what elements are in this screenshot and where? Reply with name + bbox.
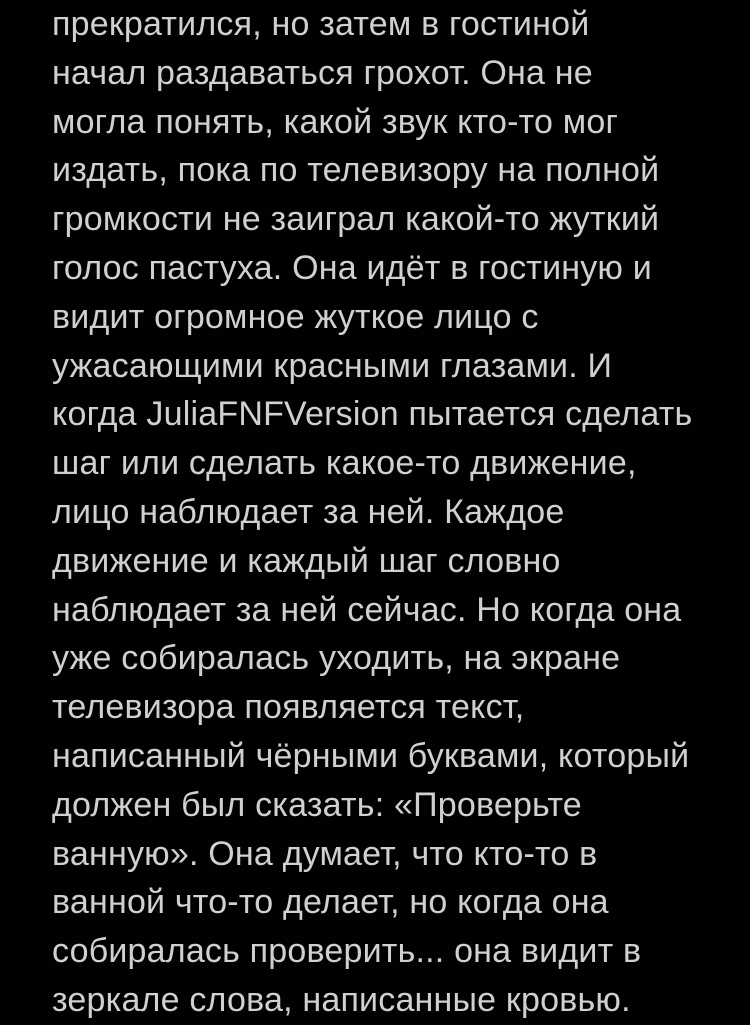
- text-line: движение и каждый шаг словно: [52, 541, 561, 580]
- text-line: наблюдает за ней сейчас. Но когда она: [52, 590, 682, 629]
- text-line: телевизора появляется текст,: [52, 688, 525, 727]
- text-line: ванную». Она думает, что кто-то в: [52, 834, 598, 873]
- text-line: видит огромное жуткое лицо с: [52, 297, 539, 336]
- text-line: написанный чёрными буквами, который: [52, 736, 690, 775]
- text-line: ванной что-то делает, но когда она: [52, 883, 609, 922]
- text-line: начал раздаваться грохот. Она не: [52, 53, 593, 92]
- text-line: ужасающими красными глазами. И: [52, 346, 613, 385]
- text-line: должен был сказать: «Проверьте: [52, 785, 582, 824]
- text-line: голос пастуха. Она идёт в гостиную и: [52, 248, 652, 287]
- text-line: собиралась проверить... она видит в: [52, 932, 642, 971]
- text-line: когда JuliaFNFVersion пытается сделать: [52, 395, 693, 434]
- text-line: громкости не заиграл какой-то жуткий: [52, 200, 660, 239]
- text-line: зеркале слова, написанные кровью.: [52, 980, 631, 1019]
- text-line: издать, пока по телевизору на полной: [52, 151, 660, 190]
- text-line: лицо наблюдает за ней. Каждое: [52, 492, 565, 531]
- text-line: прекратился, но затем в гостиной: [52, 5, 590, 43]
- text-line: могла понять, какой звук кто-то мог: [52, 102, 619, 141]
- text-line: уже собиралась уходить, на экране: [52, 639, 621, 678]
- text-line: шаг или сделать какое-то движение,: [52, 444, 637, 483]
